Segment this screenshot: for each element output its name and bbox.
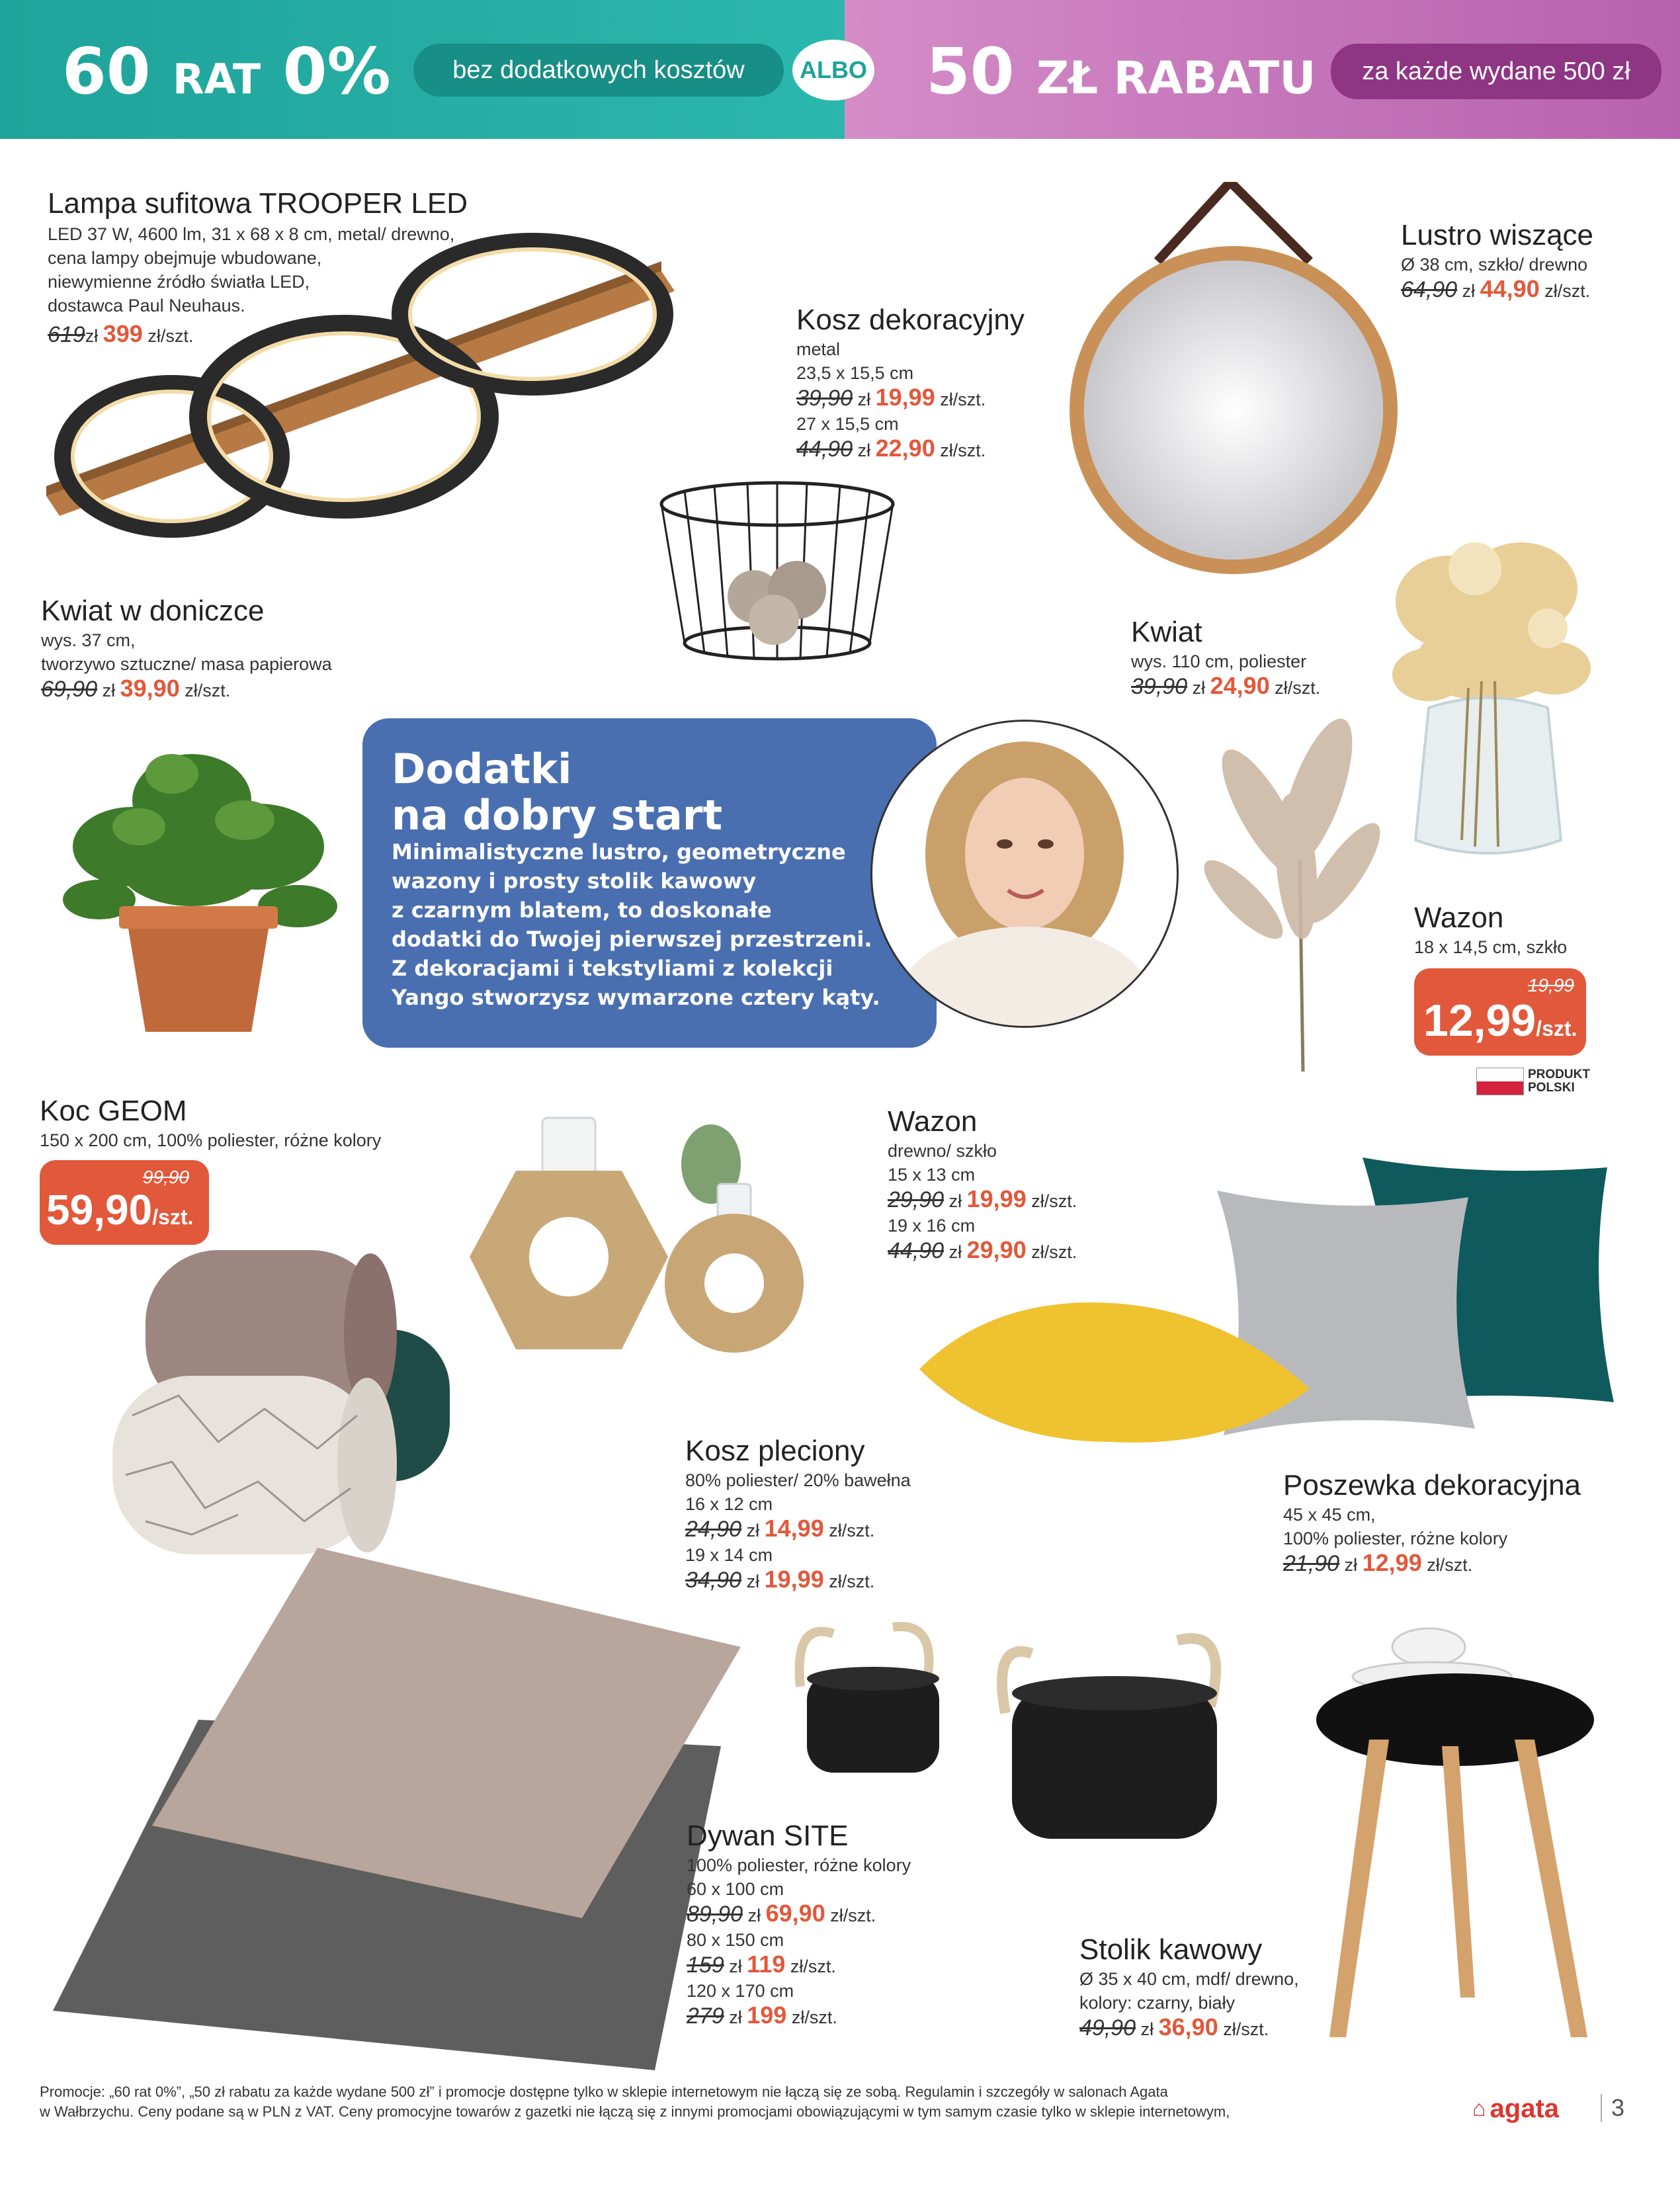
wooden-vases-illustration [456,1065,866,1356]
woven-baskets-illustration [787,1614,1250,1852]
agata-logo-text: agata [1490,2094,1560,2123]
variant-size: 27 x 15,5 cm [796,414,899,434]
price-row [1401,276,1593,304]
old-price: 39,90 [796,386,853,411]
price-unit: zł/szt. [1223,2019,1269,2039]
product-desc: tworzywo sztuczne/ masa papierowa [41,654,332,674]
per-500-pill [1331,44,1661,99]
price-unit: zł/szt. [1275,678,1321,698]
promo-text-line: Z dekoracjami i tekstyliami z kolekcji [392,956,833,981]
new-price: 39,90 [120,675,180,702]
variant-size: 19 x 14 cm [685,1545,773,1565]
promo-60: 60 [62,34,151,108]
price-row [687,2003,911,2030]
produkt-polski-badge [1476,1068,1590,1095]
variant-size: 15 x 13 cm [888,1165,976,1185]
old-price: 39,90 [1131,674,1188,699]
page-number-text: 3 [1611,2094,1625,2121]
price-unit: zł/szt. [829,1521,875,1540]
albo-text: ALBO [800,56,867,83]
product-desc: drewno/ szkło [888,1141,997,1161]
promo-zl-rabatu: ZŁ RABATU [1036,52,1316,105]
price-unit: zł/szt. [940,441,986,460]
product-name: Kwiat [1131,616,1202,648]
price-row [687,1952,911,1979]
promo-50-zl [926,34,1316,108]
lamp-info [48,189,468,349]
product-desc: 45 x 45 cm, [1283,1505,1376,1525]
old-price: 99,90 [142,1167,189,1187]
kwiat-info [1131,618,1320,700]
pill-text-right: za każde wydane 500 zł [1362,57,1630,85]
price-row [1283,1550,1581,1578]
glass-vase-illustration [1382,529,1594,873]
old-price: 89,90 [687,1902,743,1927]
variant-size: 19 x 16 cm [888,1216,976,1236]
footer-line: w Wałbrzychu. Ceny podane są w PLN z VAT. Ceny promocyjne towarów z gazetki nie łączą się z innymi promocjami obowiązującymi w tym samym czasie tylko w sklepie internetowym, [40,2103,1230,2120]
product-name: Wazon [888,1105,978,1138]
product-name: Lustro wiszące [1401,219,1594,251]
old-price: 21,90 [1283,1551,1340,1576]
price-unit: zł/szt. [791,2007,837,2027]
promo-title-line1: Dodatki [392,745,572,793]
no-extra-cost-pill [413,44,784,97]
potted-plant-illustration [60,714,344,1045]
price-row [796,385,1025,412]
product-name: Stolik kawowy [1079,1933,1263,1966]
product-desc: wys. 37 cm, [41,630,136,650]
price-row [41,676,332,703]
poszewka-info [1283,1471,1581,1578]
product-desc: kolory: czarny, biały [1079,1993,1236,2013]
old-price: 279 [687,2003,724,2029]
product-desc: LED 37 W, 4600 lm, 31 x 68 x 8 cm, metal/ drewno, [48,224,455,244]
old-price: 44,90 [888,1238,945,1263]
polish-flag-icon [1476,1068,1524,1095]
promo-text [392,837,880,1012]
variant-size: 80 x 150 cm [687,1930,784,1950]
old-price: 34,90 [685,1568,742,1593]
price-row [687,1901,911,1928]
new-price: 69,90 [765,1900,825,1927]
product-desc: niewymienne źródło światła LED, [48,272,310,292]
product-name: Kosz dekoracyjny [796,304,1025,336]
promo-text-line: Yango stworzysz wymarzone cztery kąty. [392,985,880,1010]
variant-size: 120 x 170 cm [687,1981,794,2001]
new-price: 199 [747,2001,787,2029]
currency: zł [747,1906,761,1925]
new-price: 29,90 [966,1236,1027,1263]
potted-plant-image [60,714,344,1045]
price-unit: zł/szt. [830,1906,876,1925]
page-number [1601,2094,1624,2122]
old-price: 19,99 [1527,975,1574,995]
currency: zł [729,2007,742,2027]
mirror-image [1058,182,1415,579]
new-price: 24,90 [1210,672,1270,699]
portrait-illustration [872,722,1177,1026]
currency: zł [85,326,99,346]
price-unit: /szt. [1536,1017,1577,1040]
kosz-dekoracyjny-info [796,306,1025,463]
old-price: 29,90 [888,1187,945,1212]
new-price: 14,99 [764,1515,824,1542]
old-price: 44,90 [796,437,853,462]
currency: zł [746,1521,760,1540]
product-desc: 100% poliester, różne kolory [1283,1529,1508,1548]
currency: zł [857,441,871,460]
variant-size: 23,5 x 15,5 cm [796,363,914,383]
coffee-table-image [1310,1614,1601,2050]
pill-text: bez dodatkowych kosztów [452,56,745,84]
currency: zł [746,1572,760,1591]
promo-text-line: dodatki do Twojej pierwszej przestrzeni. [392,927,872,952]
new-price-row [1423,995,1577,1046]
mirror-illustration [1058,182,1415,579]
pillows-image [913,1151,1640,1449]
price-row [48,321,468,349]
price-badge [1414,968,1586,1056]
price-unit: zł/szt. [829,1572,875,1591]
promo-text-line: wazony i prosty stolik kawowy [392,868,757,894]
old-price: 159 [687,1953,724,1978]
albo-badge [792,40,874,101]
new-price: 12,99 [1362,1549,1422,1576]
glass-vase-image [1382,529,1594,873]
product-desc: wys. 110 cm, poliester [1131,652,1307,671]
price-unit: zł/szt. [790,1957,836,1976]
currency: zł [948,1191,962,1211]
product-desc: metal [796,339,841,359]
old-price: 64,90 [1401,277,1458,302]
old-price: 619 [48,322,85,347]
agata-logo [1472,2094,1559,2124]
product-desc: dostawca Paul Neuhaus. [48,296,245,316]
product-desc: 100% poliester, różne kolory [687,1855,911,1875]
product-name: Koc GEOM [40,1095,187,1127]
promo-text-line: Minimalistyczne lustro, geometryczne [392,839,846,864]
currency: zł [1462,281,1476,301]
koc-info [40,1097,381,1152]
price-unit: zł/szt. [147,326,194,346]
product-name: Kwiat w doniczce [41,595,265,627]
old-price: 49,90 [1079,2015,1136,2041]
product-desc: Ø 38 cm, szkło/ drewno [1401,255,1588,274]
new-price: 44,90 [1480,275,1540,302]
new-price-row [46,1185,193,1234]
promo-rat: RAT [173,55,261,103]
price-unit: zł/szt. [1031,1242,1077,1262]
polski-text: POLSKI [1528,1081,1575,1095]
new-price: 19,99 [966,1185,1027,1212]
promo-60-rat [62,34,391,108]
product-name: Wazon [1414,902,1504,934]
new-price: 399 [103,320,143,347]
new-price: 19,99 [875,384,935,411]
new-price: 22,90 [875,435,935,462]
promo-title [392,746,722,839]
pampas-grass-illustration [1184,714,1396,1072]
currency: zł [1192,678,1206,698]
footer-line: Promocje: „60 rat 0%”, „50 zł rabatu za każde wydane 500 zł” i promocje dostępne tylko w sklepie internetowym nie łączą się ze sobą. Regulamin i szczegóły w salonach Agata [40,2083,1168,2100]
currency: zł [948,1242,962,1262]
wire-basket-illustration [655,478,900,663]
kwiat-w-doniczce-info [41,597,332,703]
price-unit: zł/szt. [185,681,231,700]
promo-0: 0% [282,34,391,108]
portrait-photo [870,720,1179,1028]
product-desc: 80% poliester/ 20% bawełna [685,1470,911,1490]
currency: zł [1140,2019,1154,2039]
dywan-info [687,1822,911,2030]
wire-basket-image [655,478,900,663]
new-price: 19,99 [764,1566,824,1593]
product-name: Dywan SITE [687,1820,849,1852]
price-unit: zł/szt. [1427,1555,1473,1575]
product-desc: 150 x 200 cm, 100% poliester, różne kolory [40,1130,382,1150]
price-row [1079,2015,1299,2042]
rugs-illustration [40,1548,741,2077]
promo-box [362,718,937,1048]
woven-baskets-image [787,1614,1250,1852]
price-row [685,1516,911,1543]
pampas-grass-image [1184,714,1396,1072]
currency: zł [1344,1555,1358,1575]
agata-logo-icon: ⌂ [1472,2096,1486,2121]
product-name: Poszewka dekoracyjna [1283,1469,1581,1501]
blanket-illustration [106,1243,476,1561]
blanket-image [106,1243,476,1561]
variant-size: 16 x 12 cm [685,1494,773,1514]
old-price: 69,90 [41,677,98,702]
wooden-vases-image [456,1065,866,1356]
new-price: 36,90 [1158,2013,1218,2041]
price-unit: zł/szt. [1544,281,1591,301]
promo-text-line: z czarnym blatem, to doskonałe [392,898,772,923]
price-unit: zł/szt. [940,390,986,409]
rugs-image [40,1548,741,2077]
product-desc: Ø 35 x 40 cm, mdf/ drewno, [1079,1969,1299,1989]
product-desc: 18 x 14,5 cm, szkło [1414,937,1568,957]
wazon-szklo-info [1414,904,1567,959]
produkt-text: PRODUKT [1528,1068,1590,1081]
new-price: 119 [747,1951,786,1978]
stolik-info [1079,1935,1299,2042]
price-row [1131,673,1320,700]
currency: zł [729,1957,742,1976]
currency: zł [857,390,871,409]
old-price: 24,90 [685,1517,742,1542]
product-name: Kosz pleciony [685,1435,865,1467]
new-price: 12,99 [1423,995,1536,1046]
coffee-table-illustration [1310,1614,1601,2050]
variant-size: 60 x 100 cm [687,1879,784,1899]
new-price: 59,90 [46,1186,153,1234]
lustro-info [1401,221,1593,304]
product-name: Lampa sufitowa TROOPER LED [48,187,468,220]
pillows-illustration [913,1151,1640,1449]
currency: zł [102,681,116,700]
price-unit: zł/szt. [1031,1191,1077,1211]
price-badge [40,1160,209,1245]
price-unit: /szt. [152,1205,194,1229]
promo-50: 50 [926,34,1015,108]
price-row [796,436,1025,463]
footer-disclaimer [40,2082,1389,2122]
product-desc: cena lampy obejmuje wbudowane, [48,248,322,268]
promo-title-line2: na dobry start [392,791,723,839]
